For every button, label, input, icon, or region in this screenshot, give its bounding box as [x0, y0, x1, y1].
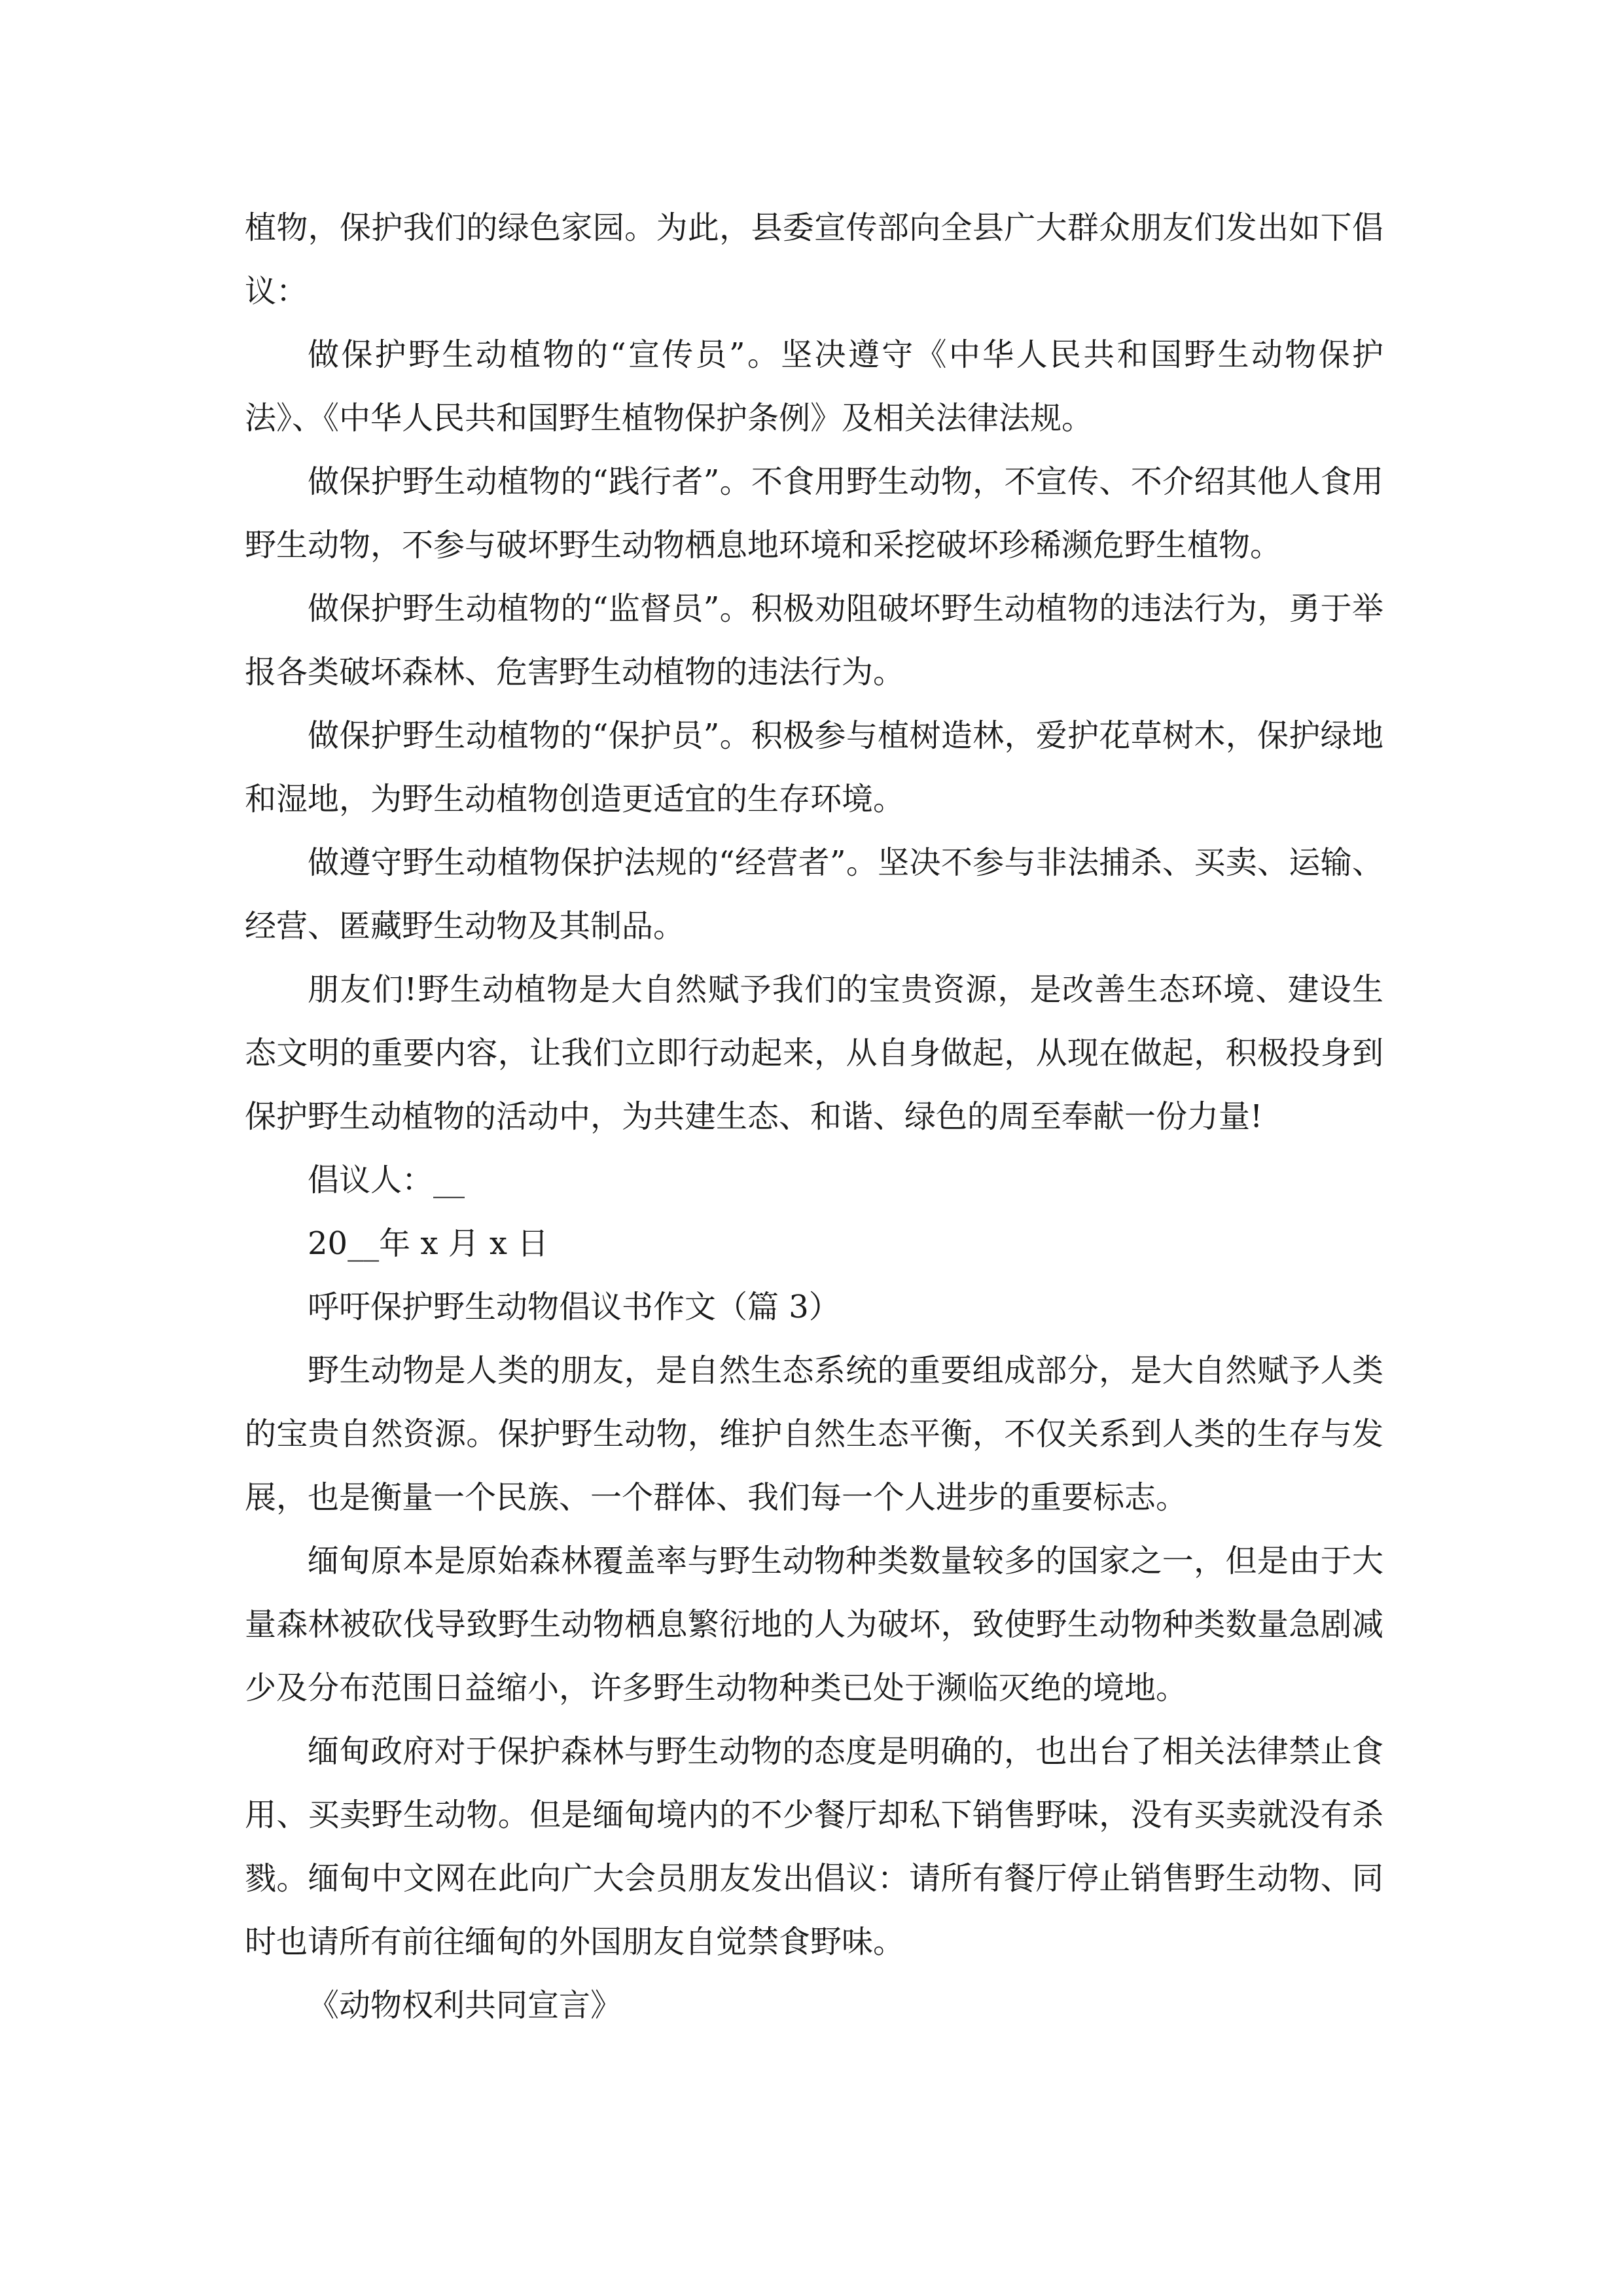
paragraph-protector: 做保护野生动植物的“保护员”。积极参与植树造林，爱护花草树木，保护绿地和湿地，为野生动植物创造更适宜的生存环境。	[245, 717, 1383, 817]
section-paragraph-myanmar: 缅甸原本是原始森林覆盖率与野生动物种类数量较多的国家之一，但是由于大量森林被砍伐导致野生动物栖息繁衍地的人为破坏，致使野生动物种类数量急剧减少及分布范围日益缩小，许多野生动物种类已处于濒临灭绝的境地。	[245, 1543, 1383, 1706]
closing-title: 《动物权利共同宣言》	[308, 1987, 622, 2024]
document-body	[245, 196, 1383, 2037]
paragraph-operator: 做遵守野生动植物保护法规的“经营者”。坚决不参与非法捕杀、买卖、运输、经营、匿藏野生动物及其制品。	[245, 844, 1383, 944]
paragraph-publicist: 做保护野生动植物的“宣传员”。坚决遵守《中华人民共和国野生动物保护法》、《中华人民共和国野生植物保护条例》及相关法律法规。	[245, 336, 1383, 437]
section-title: 呼吁保护野生动物倡议书作文（篇 3）	[308, 1289, 840, 1325]
section-paragraph-intro: 野生动物是人类的朋友，是自然生态系统的重要组成部分，是大自然赋予人类的宝贵自然资源。保护野生动物，维护自然生态平衡，不仅关系到人类的生存与发展，也是衡量一个民族、一个群体、我们每一个人进步的重要标志。	[245, 1352, 1383, 1516]
paragraph-appeal: 朋友们!野生动植物是大自然赋予我们的宝贵资源，是改善生态环境、建设生态文明的重要内容，让我们立即行动起来，从自身做起，从现在做起，积极投身到保护野生动植物的活动中，为共建生态、和谐、绿色的周至奉献一份力量!	[245, 971, 1383, 1135]
paragraph-continuation: 植物，保护我们的绿色家园。为此，县委宣传部向全县广大群众朋友们发出如下倡议：	[245, 209, 1383, 310]
section-paragraph-government: 缅甸政府对于保护森林与野生动物的态度是明确的，也出台了相关法律禁止食用、买卖野生动物。但是缅甸境内的不少餐厅却私下销售野味，没有买卖就没有杀戮。缅甸中文网在此向广大会员朋友发出倡议：请所有餐厅停止销售野生动物、同时也请所有前往缅甸的外国朋友自觉禁食野味。	[245, 1733, 1383, 1960]
paragraph-practitioner: 做保护野生动植物的“践行者”。不食用野生动物，不宣传、不介绍其他人食用野生动物，不参与破坏野生动物栖息地环境和采挖破坏珍稀濒危野生植物。	[245, 463, 1383, 564]
date-line: 20__年 x 月 x 日	[308, 1225, 549, 1262]
signature-line: 倡议人：__	[308, 1162, 465, 1198]
paragraph-supervisor: 做保护野生动植物的“监督员”。积极劝阻破坏野生动植物的违法行为，勇于举报各类破坏森林、危害野生动植物的违法行为。	[245, 590, 1383, 691]
